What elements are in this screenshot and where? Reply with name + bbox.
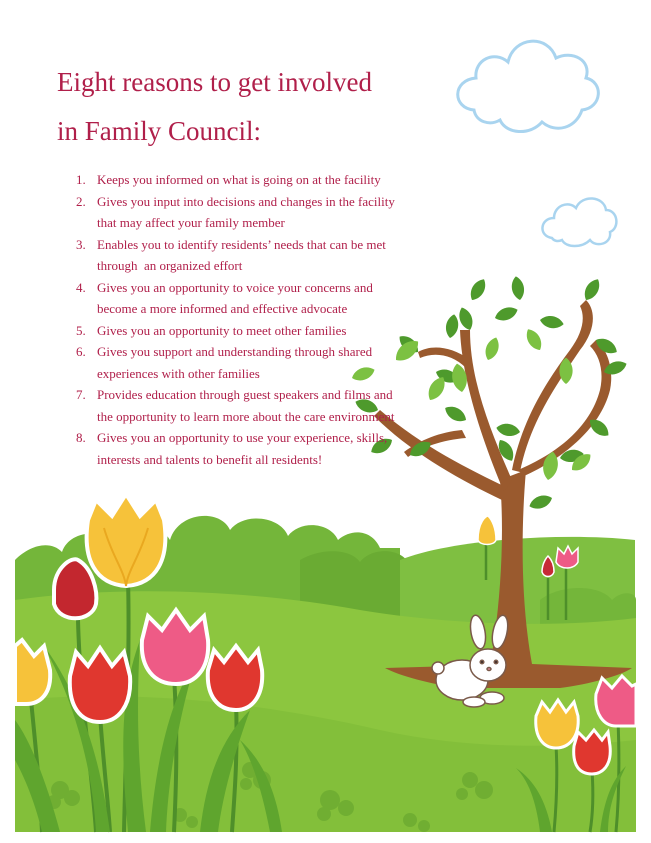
list-item-number: 4. [76, 279, 86, 295]
large-cloud-icon [458, 41, 599, 131]
list-item-text: through an organized effort [97, 258, 243, 273]
list-item-text: Keeps you informed on what is going on at the facility [97, 172, 381, 187]
list-item-text: Gives you an opportunity to voice your concerns and [97, 279, 373, 295]
list-item-number: 1. [76, 172, 86, 187]
list-item-number: 7. [76, 387, 86, 402]
page-title-line-2: in Family Council: [57, 116, 262, 146]
list-item [70, 427, 430, 470]
list-item [70, 277, 430, 320]
page-title-line-1: Eight reasons to get involved [57, 67, 372, 97]
list-item [70, 320, 430, 342]
list-item-text: Gives you input into decisions and changes in the facility [97, 193, 395, 209]
list-item-text: that may affect your family member [97, 215, 285, 230]
reasons-list [70, 169, 430, 470]
list-item-text: the opportunity to learn more about the care environment [97, 408, 395, 424]
list-item [70, 169, 430, 191]
list-item-number: 8. [76, 430, 86, 445]
list-item-number: 5. [76, 322, 86, 338]
list-item-text: become a more informed and effective advocate [97, 301, 348, 316]
list-item-text: Enables you to identify residents’ needs that can be met [97, 236, 386, 252]
list-item-number: 2. [76, 193, 86, 209]
list-item [70, 341, 430, 384]
list-item [70, 384, 430, 427]
list-item-number: 3. [76, 236, 86, 252]
list-item-text: Gives you an opportunity to use your experience, skills, [97, 430, 388, 445]
list-item-text: interests and talents to benefit all residents! [97, 451, 323, 467]
list-item-number: 6. [76, 344, 86, 359]
small-cloud-icon [542, 198, 616, 246]
list-item [70, 234, 430, 277]
list-item-text: Provides education through guest speakers and films and [97, 387, 393, 402]
list-item-text: Gives you support and understanding through shared [97, 344, 373, 359]
list-item [70, 191, 430, 234]
list-item-text: Gives you an opportunity to meet other families [97, 322, 347, 338]
list-item-text: experiences with other families [97, 365, 260, 381]
